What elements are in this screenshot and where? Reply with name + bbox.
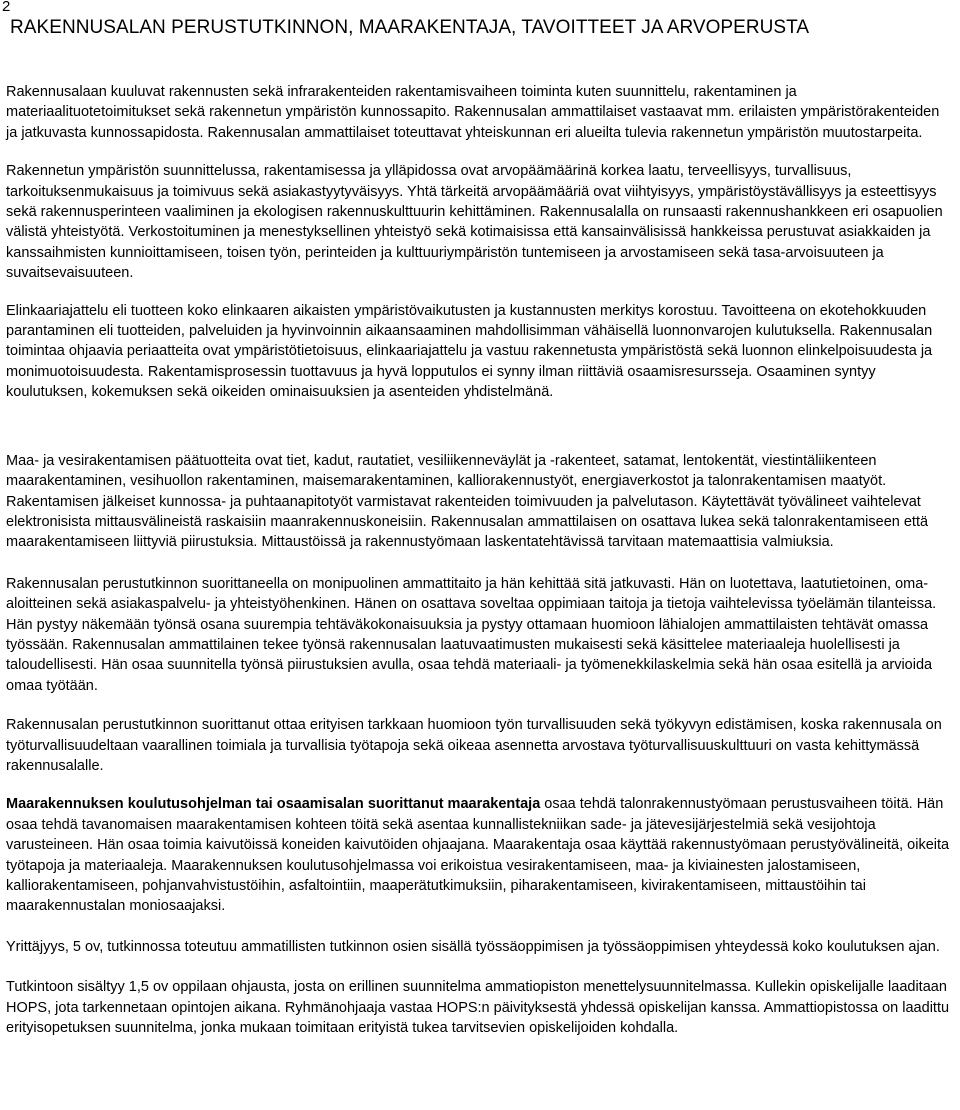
paragraph-work-safety: Rakennusalan perustutkinnon suorittanut ottaa erityisen tarkkaan huomioon työn turvallisuuden sekä työkyvyn edistämisen, koska rakennusala on työturvallisuudeltaan vaarallinen toimiala ja turvallisia työtapoja sekä oikeaa asennetta arvostava työturvallisuuskulttuuri on vasta kehittymässä rakennusalalle. bbox=[6, 717, 942, 774]
paragraph-earth-water-construction: Maa- ja vesirakentamisen päätuotteita ovat tiet, kadut, rautatiet, vesiliikenneväylät ja -rakenteet, satamat, lentokentät, viestintäliikenteen maarakentaminen, vesihuollon rakentaminen, maisemarakentaminen, kalliorakennustyöt, energiaverkostot ja talonrakentamisen maatyöt. Rakentamisen jälkeiset kunnossa- ja puhtaanapitotyöt varmistavat rakenteiden toimivuuden ja palvelutason. Käytettävät työvälineet vaihtelevat elektronisista mittausvälineistä raskaisiin maanrakennuskoneisiin. Rakennusalan ammattilaisen on osattava lukea sekä talonrakentamiseen että maarakentamiseen liittyviä piirustuksia. Mittaustöissä ja rakennustyömaan laskentatehtävissä tarvitaan matemaattisia valmiuksia. bbox=[6, 452, 929, 551]
paragraph-value-goals: Rakennetun ympäristön suunnittelussa, rakentamisessa ja ylläpidossa ovat arvopäämäärinä korkea laatu, terveellisyys, turvallisuus, tarkoituksenmukaisuus ja toimivuus sekä asiakastyytyväisyys. Yhtä tärkeitä arvopäämääriä ovat viihtyisyys, ympäristöystävällisyys ja esteettisyys sekä rakennusperinteen vaaliminen ja ekologisen rakennuskulttuurin kehittäminen. Rakennusalalla on runsaasti rakennushankkeen eri osapuolien välistä yhteistyötä. Verkostoituminen ja menestyksellinen yhteistyö sekä kotimaisissa että kansainvälisissä hankkeissa perustuvat asiakkaiden ja kanssaihmisten kunnioittamiseen, toisen työn, perinteiden ja kulttuuriympäristön tuntemiseen ja arvostamiseen sekä tasa-arvoisuuteen ja suvaitsevaisuuteen. bbox=[6, 163, 943, 282]
paragraph-construction-sector: Rakennusalaan kuuluvat rakennusten sekä infrarakenteiden rakentamisvaiheen toiminta kuten suunnittelu, rakentaminen ja materiaalituotetoimitukset sekä rakennetun ympäristön kunnossapito. Rakennusalan ammattilaiset vastaavat mm. erilaisten ympäristörakenteiden ja jatkuvasta kunnossapidosta. Rakennusalan ammattilaiset toteuttavat yhteiskunnan eri alueilta tulevia rakennetun ympäristön muutostarpeita. bbox=[6, 84, 940, 141]
document-body bbox=[6, 82, 952, 1038]
paragraph-entrepreneurship: Yrittäjyys, 5 ov, tutkinnossa toteutuu ammatillisten tutkinnon osien sisällä työssäoppimisen ja työssäoppimisen yhteydessä koko koulutuksen ajan. bbox=[6, 938, 940, 955]
paragraph-graduate-skills: Rakennusalan perustutkinnon suorittaneella on monipuolinen ammattitaito ja hän kehittää sitä jatkuvasti. Hän on luotettava, laatutietoinen, oma-aloitteinen sekä asiakaspalvelu- ja yhteistyöhenkinen. Hänen on osattava soveltaa oppimiaan taitoja ja tietoja vaihtelevissa työelämän tilanteissa. Hän pystyy näkemään työnsä osana suurempia tehtäväkokonaisuuksia ja pystyy ottamaan huomioon lähialojen ammattilaisten tehtävät omassa työssään. Rakennusalan ammattilainen tekee työnsä rakennusalan laatuvaatimusten mukaisesti sekä käsittelee materiaaleja huolellisesti ja taloudellisesti. Hän osaa suunnitella työnsä piirustuksien avulla, osaa tehdä materiaali- ja työmenekkilaskelmia sekä hän osaa esitellä ja arvioida omaa työtään. bbox=[6, 575, 937, 694]
page-number: 2 bbox=[2, 0, 11, 15]
earthworks-program-heading: Maarakennuksen koulutusohjelman tai osaamisalan suorittanut maarakentaja bbox=[6, 796, 541, 813]
paragraph-earthworks-program bbox=[6, 794, 952, 916]
paragraph-student-guidance: Tutkintoon sisältyy 1,5 ov oppilaan ohjausta, josta on erillinen suunnitelma ammatiopiston menettelysuunnitelmassa. Kullekin opiskelijalle laaditaan HOPS, jota tarkennetaan opintojen aikana. Ryhmänohjaaja vastaa HOPS:n päivityksestä yhdessä opiskelijan kanssa. Ammattiopistossa on laadittu erityisopetuksen suunnitelma, jonka mukaan toimitaan erityistä tukea tarvitsevien opiskelijoiden kohdalla. bbox=[6, 979, 950, 1037]
paragraph-lifecycle-thinking: Elinkaariajattelu eli tuotteen koko elinkaaren aikaisten ympäristövaikutusten ja kustannusten merkitys korostuu. Tavoitteena on ekotehokkuuden parantaminen eli tuotteiden, palveluiden ja hyvinvoinnin aikaansaaminen mahdollisimman vähäisellä luonnonvarojen kulutuksella. Rakennusalan toimintaa ohjaavia periaatteita ovat ympäristötietoisuus, elinkaariajattelu ja vastuu rakennetusta ympäristöstä sekä luonnon elinkelpoisuudesta ja monimuotoisuudesta. Rakentamisprosessin tuottavuus ja hyvä lopputulos ei synny ilman riittäviä osaamisresursseja. Osaaminen syntyy koulutuksen, kokemuksen sekä oikeiden ominaisuuksien ja asenteiden yhdistelmänä. bbox=[6, 302, 933, 401]
earthworks-program-text: osaa tehdä talonrakennustyömaan perustusvaiheen töitä. Hän osaa tehdä tavanomaisen maarakentamisen kohteen töitä sekä asentaa kunnallistekniikan sade- ja jätevesijärjestelmiä sekä vesijohtoja varusteineen. Hän osaa toimia kaivutöissä koneiden kaivutöiden ohjaajana. Maarakentaja osaa käyttää rakennustyömaan perustyövälineitä, oikeita työtapoja ja materiaaleja. Maarakennuksen koulutusohjelmassa voi erikoistua vesirakentamiseen, maa- ja kiviainesten jalostamiseen, kalliorakentamiseen, pohjanvahvistustöihin, asfaltointiin, maaperätutkimuksiin, piharakentamiseen, kivirakentamiseen, mittaustöihin tai maarakennustalan moniosaajaksi. bbox=[6, 796, 950, 915]
page-title: RAKENNUSALAN PERUSTUTKINNON, MAARAKENTAJA, TAVOITTEET JA ARVOPERUSTA bbox=[10, 17, 810, 38]
